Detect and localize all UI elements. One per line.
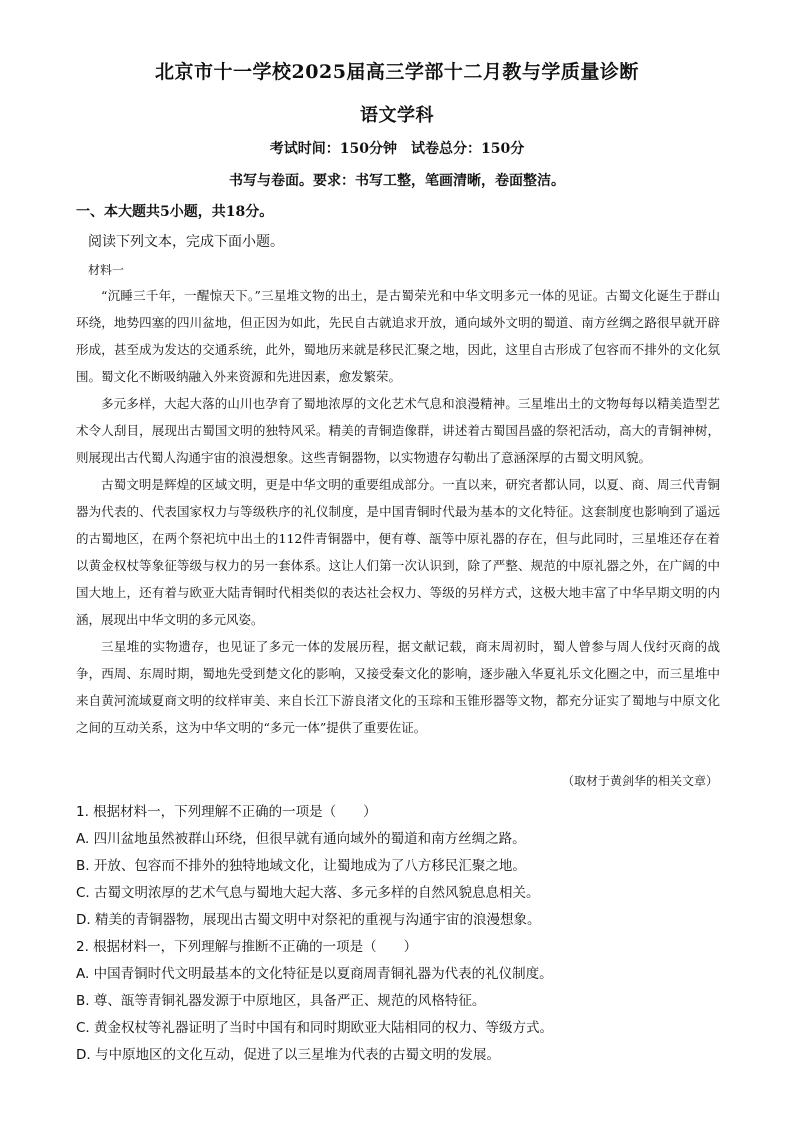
exam-info: 考试时间：150分钟 试卷总分：150分 (269, 141, 525, 157)
question-1-stem: 1. 根据材料一，下列理解不正确的一项是（ ） (76, 804, 377, 820)
question-2-option-d: D. 与中原地区的文化互动，促进了以三星堆为代表的古蜀文明的发展。 (76, 1047, 500, 1063)
article-paragraph: 多元多样，大起大落的山川也孕育了蜀地浓厚的文化艺术气息和浪漫精神。三星堆出土的文物每每以精美造型艺术令人刮目，展现出古蜀国文明的独特风采。精美的青铜造像群，讲述着古蜀国昌盛的祭祀活动，高大的青铜神树，则展现出古代蜀人沟通宇宙的浪漫想象。这些青铜器物，以实物遗存勾勒出了意涵深厚的古蜀文明风貌。 (76, 396, 720, 465)
question-1-option-b: B. 开放、包容而不排外的独特地域文化，让蜀地成为了八方移民汇聚之地。 (76, 858, 526, 874)
question-2-option-b: B. 尊、瓿等青铜礼器发源于中原地区，具备严正、规范的风格特征。 (76, 993, 486, 1009)
article-paragraph: “沉睡三千年，一醒惊天下。”三星堆文物的出土，是古蜀荣光和中华文明多元一体的见证。古蜀文化诞生于群山环绕，地势四塞的四川盆地，但正因为如此，先民自古就追求开放，通向域外文明的蜀道、南方丝绸之路很早就开辟形成，甚至成为发达的交通系统，此外，蜀地历来就是移民汇聚之地，因此，这里自古形成了包容而不排外的文化氛围。蜀文化不断吸纳融入外来资源和先进因素，愈发繁荣。 (76, 288, 720, 384)
reading-intro: 阅读下列文本，完成下面小题。 (88, 234, 284, 250)
question-1-option-c: C. 古蜀文明浓厚的艺术气息与蜀地大起大落、多元多样的自然风貌息息相关。 (76, 885, 540, 901)
article-source: （取材于黄剑华的相关文章） (561, 774, 718, 788)
question-2-option-c: C. 黄金权杖等礼器证明了当时中国有和同时期欧亚大陆相同的权力、等级方式。 (76, 1020, 554, 1036)
section-heading: 一、本大题共5小题，共18分。 (76, 204, 274, 220)
material-label: 材料一 (88, 263, 125, 277)
exam-title: 北京市十一学校2025届高三学部十二月教与学质量诊断 (155, 61, 639, 83)
question-1-option-d: D. 精美的青铜器物，展现出古蜀文明中对祭祀的重视与沟通宇宙的浪漫想象。 (76, 912, 541, 928)
article-paragraph: 三星堆的实物遗存，也见证了多元一体的发展历程，据文献记载，商末周初时，蜀人曾参与周人伐纣灭商的战争，西周、东周时期，蜀地先受到楚文化的影响，又接受秦文化的影响，逐步融入华夏礼乐文化圈之中，而三星堆中来自黄河流域夏商文明的纹样审美、来自长江下游良渚文化的玉琮和玉锥形器等文物，都充分证实了蜀地与中原文化之间的互动关系，这为中华文明的“多元一体”提供了重要佐证。 (76, 639, 720, 735)
question-2-option-a: A. 中国青铜时代文明最基本的文化特征是以夏商周青铜礼器为代表的礼仪制度。 (76, 966, 553, 982)
subject-title: 语文学科 (360, 105, 434, 126)
question-2-stem: 2. 根据材料一，下列理解与推断不正确的一项是（ ） (76, 939, 418, 955)
material-article (76, 282, 720, 741)
article-paragraph: 古蜀文明是辉煌的区域文明，更是中华文明的重要组成部分。一直以来，研究者都认同，以夏、商、周三代青铜器为代表的、代表国家权力与等级秩序的礼仪制度，是中国青铜时代最为基本的文化特征。这套制度也影响到了遥远的古蜀地区，在两个祭祀坑中出土的112件青铜器中，便有尊、瓿等中原礼器的存在，但与此同时，三星堆还存在着以黄金权杖等象征等级与权力的另一套体系。这让人们第一次认识到，除了严整、规范的中原礼器之外，在广阔的中国大地上，还有着与欧亚大陆青铜时代相类似的表达社会权力、等级的另样方式，这极大地丰富了中华早期文明的内涵，展现出中华文明的多元风姿。 (76, 477, 720, 627)
writing-requirement: 书写与卷面。要求：书写工整，笔画清晰，卷面整洁。 (229, 173, 565, 189)
question-1-option-a: A. 四川盆地虽然被群山环绕，但很早就有通向域外的蜀道和南方丝绸之路。 (76, 831, 526, 847)
